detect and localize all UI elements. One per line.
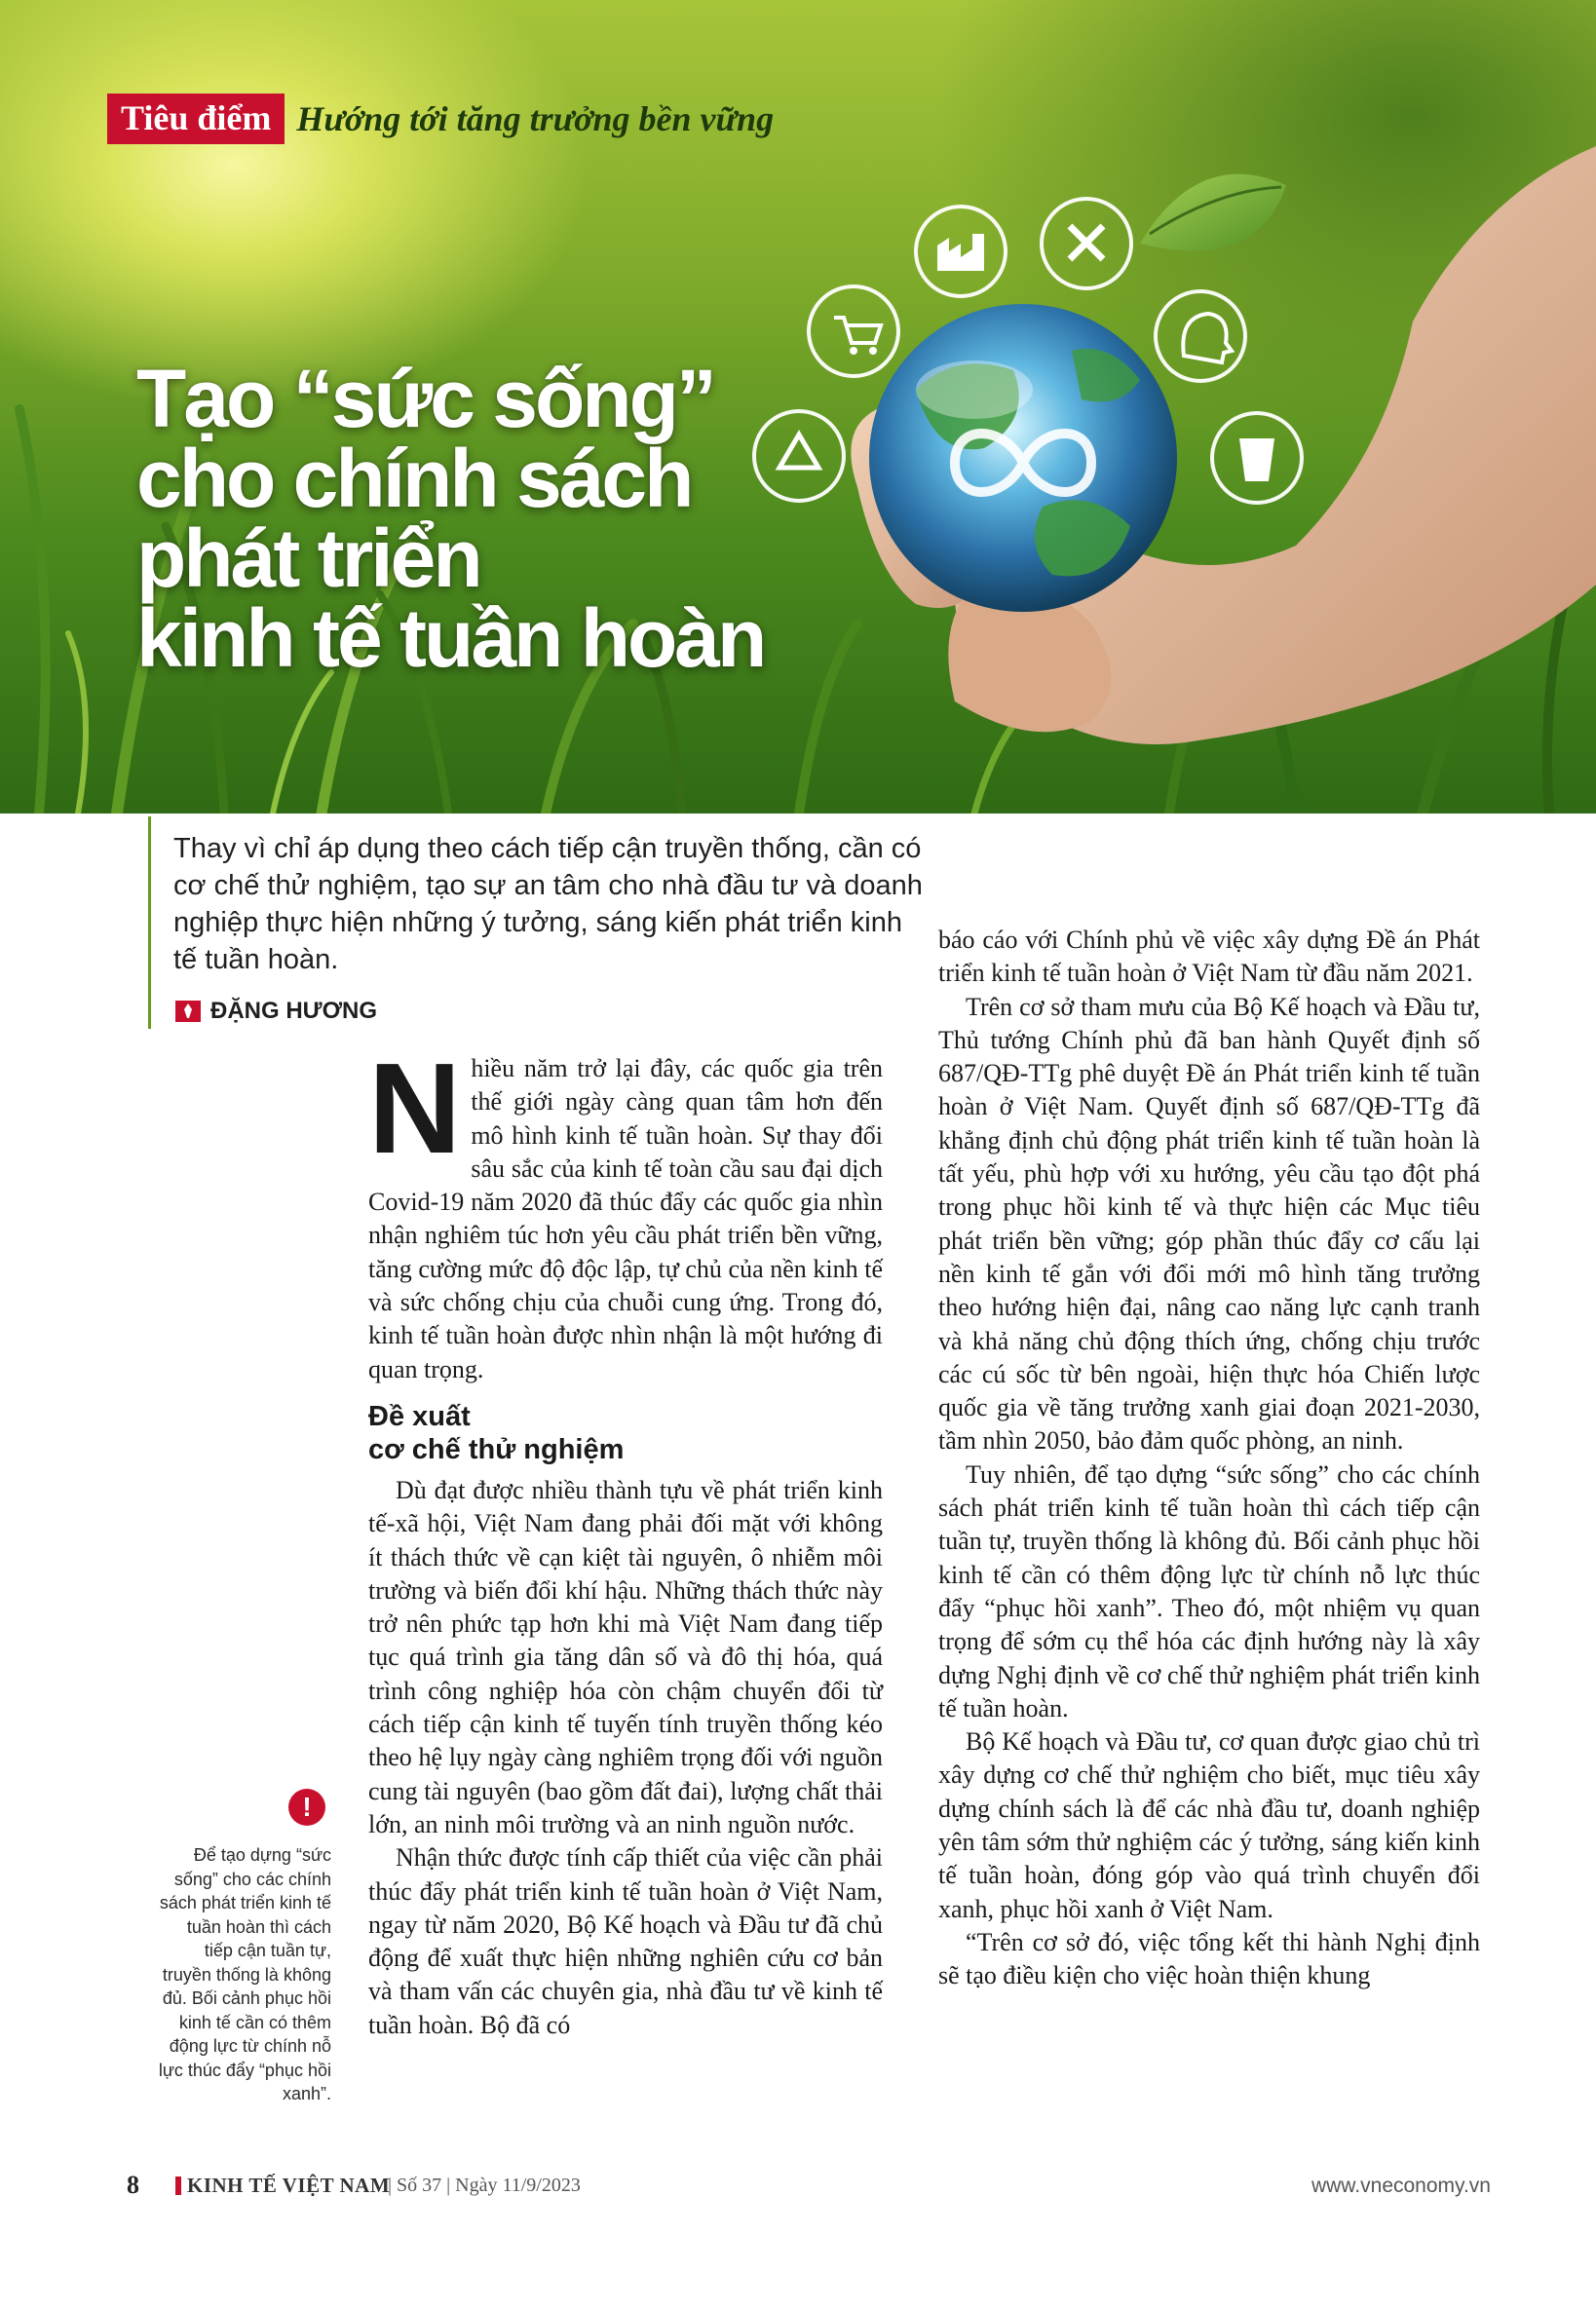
article-column-1 <box>368 1037 883 2042</box>
body-paragraph-continued: báo cáo với Chính phủ về việc xây dựng Đề án Phát triển kinh tế tuần hoàn ở Việt Nam từ đầu năm 2021. <box>938 926 1480 988</box>
author-name: ĐẶNG HƯƠNG <box>210 998 378 1024</box>
article-column-2 <box>938 924 1480 1993</box>
magazine-name: KINH TẾ VIỆT NAM <box>187 2174 391 2197</box>
byline <box>175 998 377 1025</box>
website-link[interactable]: www.vneconomy.vn <box>1311 2175 1491 2197</box>
intro-paragraph <box>368 1037 883 1386</box>
title-line-1: Tạo “sức sống” <box>136 353 714 444</box>
title-line-3: phát triển <box>136 512 480 604</box>
pen-icon <box>175 1001 201 1022</box>
issue-info: | Số 37 | Ngày 11/9/2023 <box>388 2175 581 2196</box>
section-label: Tiêu điểm <box>107 94 285 144</box>
lead-paragraph: Thay vì chỉ áp dụng theo cách tiếp cận truyền thống, cần có cơ chế thử nghiệm, tạo sự an tâm cho nhà đầu tư và doanh nghiệp thực hiện những ý tưởng, sáng kiến phát triển kinh tế tuần hoàn. <box>173 833 923 975</box>
body-paragraph: Nhận thức được tính cấp thiết của việc cần phải thúc đẩy phát triển kinh tế tuần hoàn ở Việt Nam, ngay từ năm 2020, Bộ Kế hoạch và Đầu tư đã chủ động để xuất thực hiện những nghiên cứu cơ bản và tham vấn các chuyên gia, nhà đầu tư về kinh tế tuần hoàn. Bộ đã có <box>368 1843 883 2039</box>
subheading-line-1: Đề xuất <box>368 1400 471 1432</box>
body-paragraph: Tuy nhiên, để tạo dựng “sức sống” cho các chính sách phát triển kinh tế tuần hoàn thì cách tiếp cận tuần tự, truyền thống là không đủ. Bối cảnh phục hồi kinh tế cần có thêm động lực từ chính nỗ lực thúc đẩy “phục hồi xanh”. Theo đó, một nhiệm vụ quan trọng để sớm cụ thể hóa các định hướng này là xây dựng Nghị định về cơ chế thử nghiệm phát triển kinh tế tuần hoàn. <box>938 1459 1480 1722</box>
title-line-4: kinh tế tuần hoàn <box>136 592 765 684</box>
hero-image <box>0 0 1596 814</box>
title-line-2: cho chính sách <box>136 433 692 524</box>
body-paragraph: Bộ Kế hoạch và Đầu tư, cơ quan được giao chủ trì xây dựng cơ chế thử nghiệm cho biết, mục tiêu xây dựng chính sách là để các nhà đầu tư, doanh nghiệp yên tâm sớm thử nghiệm các ý tưởng, sáng kiến kinh tế tuần hoàn, đóng góp vào quá trình chuyển đổi xanh, phục hồi xanh ở Việt Nam. <box>938 1727 1480 1923</box>
page-footer <box>127 2171 1491 2200</box>
section-subtitle: Hướng tới tăng trưởng bền vững <box>296 99 775 138</box>
page-title <box>136 353 838 684</box>
subheading <box>368 1400 883 1466</box>
pull-quote: Để tạo dựng “sức sống” cho các chính sách phát triển kinh tế tuần hoàn thì cách tiếp cận tuần tự, truyền thống là không đủ. Bối cảnh phục hồi kinh tế cần có thêm động lực từ chính nỗ lực thúc đẩy “phục hồi xanh”. <box>158 1845 331 2103</box>
drop-cap: N <box>368 1037 462 1180</box>
subheading-line-2: cơ chế thử nghiệm <box>368 1433 625 1465</box>
lead-accent-bar <box>148 816 151 1029</box>
body-paragraph: “Trên cơ sở đó, việc tổng kết thi hành Nghị định sẽ tạo điều kiện cho việc hoàn thiện khung <box>938 1927 1480 1990</box>
footer-red-mark <box>175 2177 181 2195</box>
section-tag <box>107 94 774 144</box>
body-paragraph: Dù đạt được nhiều thành tựu về phát triển kinh tế-xã hội, Việt Nam đang phải đối mặt với không ít thách thức về cạn kiệt tài nguyên, ô nhiễm môi trường và biến đổi khí hậu. Những thách thức này trở nên phức tạp hơn khi mà Việt Nam đang tiếp tục quá trình gia tăng dân số và đô thị hóa, quá trình công nghiệp hóa còn chậm chuyển đổi từ cách tiếp cận kinh tế tuyến tính truyền thống kéo theo hệ lụy ngày càng nghiêm trọng đối với nguồn cung tài nguyên (bao gồm đất đai), lượng chất thải lớn, an ninh môi trường và an ninh nguồn nước. <box>368 1475 883 1838</box>
body-paragraph: Trên cơ sở tham mưu của Bộ Kế hoạch và Đầu tư, Thủ tướng Chính phủ đã ban hành Quyết định số 687/QĐ-TTg phê duyệt Đề án Phát triển kinh tế tuần hoàn ở Việt Nam. Quyết định số 687/QĐ-TTg đã khẳng định chủ động phát triển kinh tế tuần hoàn là tất yếu, phù hợp với xu hướng, yêu cầu tạo đột phá trong phục hồi kinh tế và thực hiện các Mục tiêu phát triển bền vững; góp phần thúc đẩy cơ cấu lại nền kinh tế gắn với đổi mới mô hình tăng trưởng theo hướng hiện đại, nâng cao năng lực cạnh tranh và khả năng chủ động thích ứng, chống chịu trước các cú sốc từ bên ngoài, hiện thực hóa Chiến lược quốc gia về tăng trưởng xanh giai đoạn 2021-2030, tầm nhìn 2050, bảo đảm quốc phòng, an ninh. <box>938 992 1480 1456</box>
intro-text: hiều năm trở lại đây, các quốc gia trên thế giới ngày càng quan tâm hơn đến mô hình kinh tế tuần hoàn. Sự thay đổi sâu sắc của kinh tế toàn cầu sau đại dịch Covid-19 năm 2020 đã thúc đẩy các quốc gia nhìn nhận nghiêm túc hơn yêu cầu phát triển bền vững, tăng cường mức độ độc lập, tự chủ của nền kinh tế và sức chống chịu của chuỗi cung ứng. Trong đó, kinh tế tuần hoàn được nhìn nhận là một hướng đi quan trọng. <box>368 1054 883 1383</box>
exclamation-icon: ! <box>288 1789 325 1826</box>
page-number: 8 <box>127 2171 139 2199</box>
